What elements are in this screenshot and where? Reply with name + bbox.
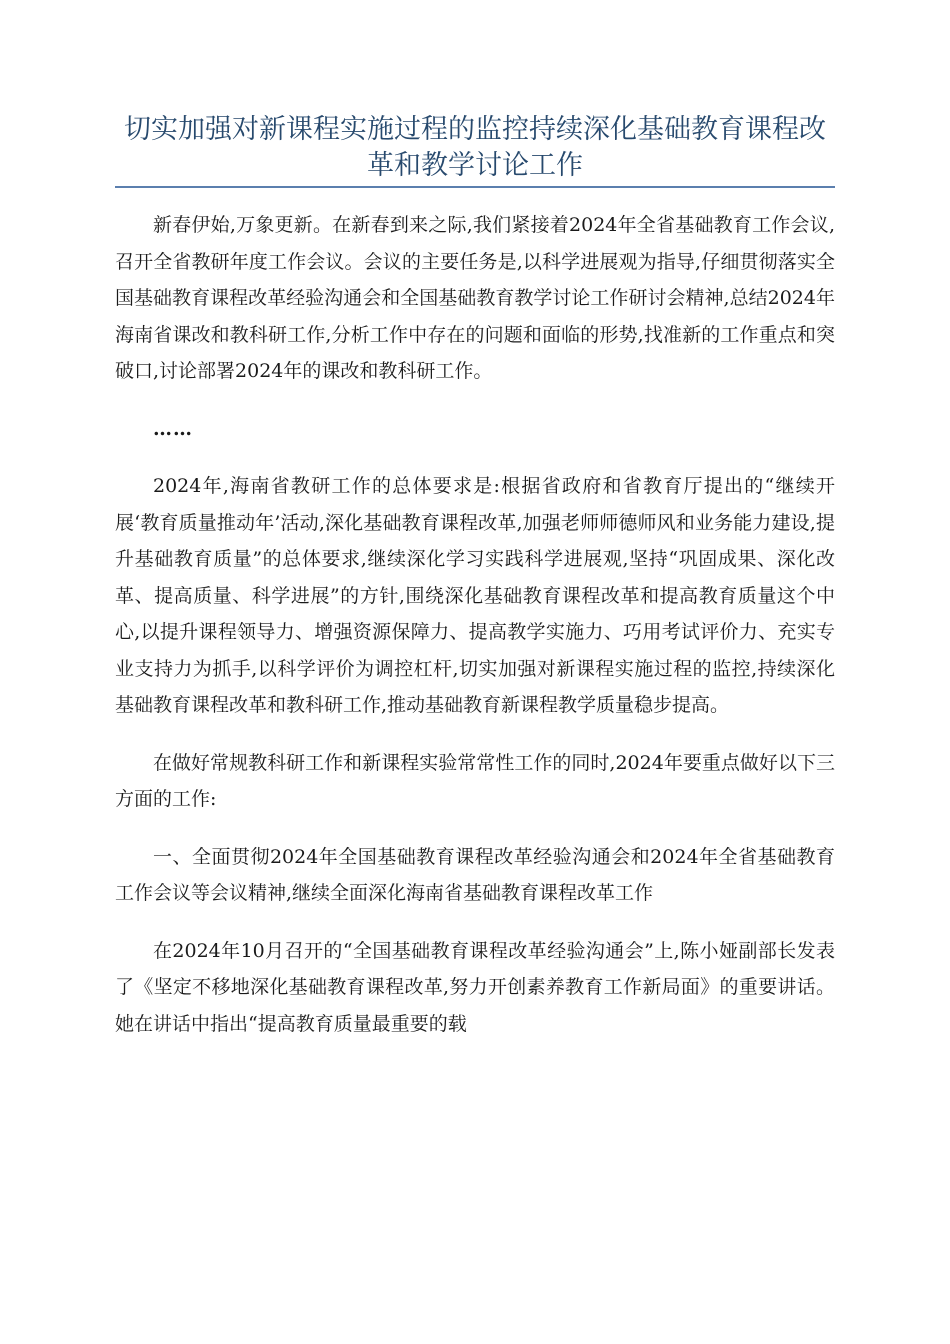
section-heading-one: 一、全面贯彻2024年全国基础教育课程改革经验沟通会和2024年全省基础教育工作会议等会议精神,继续全面深化海南省基础教育课程改革工作: [115, 845, 835, 904]
paragraph-ellipsis: ……: [153, 417, 193, 440]
document-body: [115, 207, 835, 1063]
paragraph-intro: 新春伊始,万象更新。在新春到来之际,我们紧接着2024年全省基础教育工作会议,召开全省教研年度工作会议。会议的主要任务是,以科学进展观为指导,仔细贯彻落实全国基础教育课程改革经验沟通会和全国基础教育教学讨论工作研讨会精神,总结2024年海南省课改和教科研工作,分析工作中存在的问题和面临的形势,找准新的工作重点和突破口,讨论部署2024年的课改和教科研工作。: [115, 214, 835, 382]
title-underline: [115, 186, 835, 188]
paragraph-conference: 在2024年10月召开的“全国基础教育课程改革经验沟通会”上,陈小娅副部长发表了《坚定不移地深化基础教育课程改革,努力开创素养教育工作新局面》的重要讲话。她在讲话中指出“提高教育质量最重要的载: [115, 939, 835, 1035]
paragraph-overall-requirements: 2024年,海南省教研工作的总体要求是:根据省政府和省教育厅提出的“继续开展‘教育质量推动年’活动,深化基础教育课程改革,加强老师师德师风和业务能力建设,提升基础教育质量”的总体要求,继续深化学习实践科学进展观,坚持“巩固成果、深化改革、提高质量、科学进展”的方针,围绕深化基础教育课程改革和提高教育质量这个中心,以提升课程领导力、增强资源保障力、提高教学实施力、巧用考试评价力、充实专业支持力为抓手,以科学评价为调控杠杆,切实加强对新课程实施过程的监控,持续深化基础教育课程改革和教科研工作,推动基础教育新课程教学质量稳步提高。: [115, 475, 835, 716]
paragraph-key-work: 在做好常规教科研工作和新课程实验常常性工作的同时,2024年要重点做好以下三方面的工作:: [115, 751, 835, 810]
document-title: 切实加强对新课程实施过程的监控持续深化基础教育课程改革和教学讨论工作: [124, 114, 826, 181]
